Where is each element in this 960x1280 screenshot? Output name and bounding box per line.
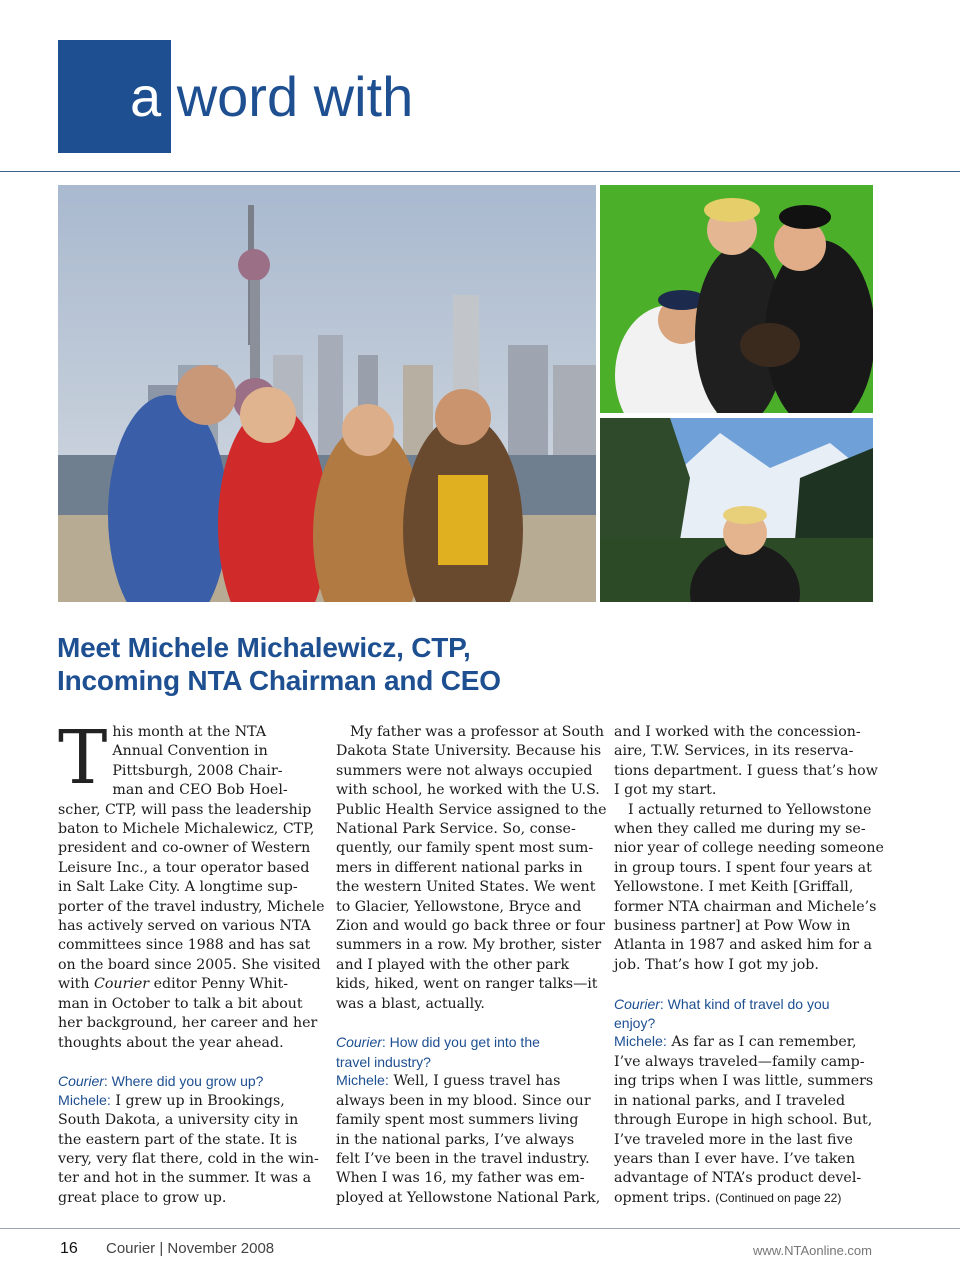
footer-divider bbox=[0, 1228, 960, 1229]
drop-cap: T bbox=[58, 715, 108, 801]
question-3-cont: enjoy? bbox=[614, 1015, 656, 1032]
body-line: baton to Michele Michalewicz, CTP, bbox=[58, 821, 315, 838]
body-line: Atlanta in 1987 and asked him for a bbox=[614, 937, 872, 954]
body-line: National Park Service. So, conse- bbox=[336, 821, 576, 838]
intro-line: his month at the NTA bbox=[112, 724, 267, 740]
body-line: was a blast, actually. bbox=[336, 995, 485, 1012]
article-column-2 bbox=[336, 723, 607, 1208]
paragraph-gap bbox=[58, 1053, 314, 1072]
answer-line: always been in my blood. Since our bbox=[336, 1092, 591, 1109]
body-line: when they called me during my se- bbox=[614, 821, 866, 838]
speaker-label: Michele: bbox=[336, 1073, 389, 1090]
body-line: in Salt Lake City. A longtime sup- bbox=[58, 879, 298, 896]
body-line: summers were not always occupied bbox=[336, 762, 593, 779]
body-line: Public Health Service assigned to the bbox=[336, 801, 607, 818]
answer-text: Well, I guess travel has bbox=[388, 1073, 561, 1090]
body-line: has actively served on various NTA bbox=[58, 918, 311, 935]
speaker-label: Michele: bbox=[58, 1092, 111, 1109]
question-3 bbox=[614, 995, 874, 1014]
answer-line-last bbox=[614, 1189, 874, 1208]
body-line: mers in different national parks in bbox=[336, 859, 583, 876]
body-line: her background, her career and her bbox=[58, 1015, 318, 1032]
magazine-issue: Courier | November 2008 bbox=[106, 1240, 275, 1257]
answer-line: When I was 16, my father was em- bbox=[336, 1170, 585, 1187]
answer-line: through Europe in high school. But, bbox=[614, 1112, 873, 1129]
speaker-label: Michele: bbox=[614, 1034, 667, 1051]
paragraph-gap bbox=[614, 975, 874, 994]
body-line: scher, CTP, will pass the leadership bbox=[58, 801, 312, 818]
courier-name: Courier bbox=[94, 976, 150, 993]
body-line: Yellowstone. I met Keith [Griffall, bbox=[614, 879, 854, 896]
answer-line: I’ve traveled more in the last five bbox=[614, 1131, 853, 1148]
body-line: thoughts about the year ahead. bbox=[58, 1034, 284, 1051]
body-line: tions department. I guess that’s how bbox=[614, 762, 878, 779]
answer-line: family spent most summers living bbox=[336, 1112, 579, 1129]
question-2-cont: travel industry? bbox=[336, 1053, 431, 1070]
body-line: president and co-owner of Western bbox=[58, 840, 311, 857]
body-line: summers in a row. My brother, sister bbox=[336, 937, 602, 954]
body-line: I got my start. bbox=[614, 782, 717, 799]
intro-line: Annual Convention in bbox=[112, 743, 268, 760]
answer-2-line bbox=[336, 1072, 596, 1091]
body-line: in group tours. I spent four years at bbox=[614, 859, 872, 876]
body-line: My father was a professor at South bbox=[350, 724, 605, 740]
answer-line: ing trips when I was little, summers bbox=[614, 1073, 874, 1090]
header-divider bbox=[0, 171, 960, 172]
question-text: : Where did you grow up? bbox=[103, 1073, 264, 1090]
body-line: and I played with the other park bbox=[336, 956, 570, 973]
answer-line: ter and hot in the summer. It was a bbox=[58, 1170, 312, 1187]
answer-text: I grew up in Brookings, bbox=[110, 1092, 285, 1109]
body-line: job. That’s how I got my job. bbox=[614, 956, 819, 973]
body-text: editor Penny Whit- bbox=[149, 976, 288, 993]
answer-text: As far as I can remember, bbox=[666, 1034, 857, 1051]
paragraph-gap bbox=[336, 1014, 596, 1033]
answer-line: ployed at Yellowstone National Park, bbox=[336, 1189, 601, 1206]
answer-line: felt I’ve been in the travel industry. bbox=[336, 1150, 590, 1167]
intro-line: Pittsburgh, 2008 Chair- bbox=[112, 762, 283, 779]
body-line: the western United States. We went bbox=[336, 879, 596, 896]
intro-line: man and CEO Bob Hoel- bbox=[112, 782, 288, 799]
section-title bbox=[130, 64, 413, 130]
answer-line: years than I ever have. I’ve taken bbox=[614, 1150, 855, 1167]
body-line: committees since 1988 and has sat bbox=[58, 937, 311, 954]
body-line: Leisure Inc., a tour operator based bbox=[58, 859, 310, 876]
headline-line-2: Incoming NTA Chairman and CEO bbox=[57, 665, 501, 696]
main-group-photo bbox=[58, 185, 596, 602]
page-number: 16 bbox=[60, 1240, 78, 1257]
body-line: former NTA chairman and Michele’s bbox=[614, 898, 877, 915]
answer-line: in the national parks, I’ve always bbox=[336, 1131, 575, 1148]
body-line: kids, hiked, went on ranger talks—it bbox=[336, 976, 598, 993]
article-column-3 bbox=[614, 723, 884, 1208]
body-line: Dakota State University. Because his bbox=[336, 743, 602, 760]
baseball-caps-photo bbox=[600, 185, 873, 413]
mountain-portrait-photo bbox=[600, 418, 873, 602]
question-2 bbox=[336, 1033, 596, 1052]
answer-line: in national parks, and I traveled bbox=[614, 1092, 846, 1109]
question-text: : How did you get into the bbox=[381, 1034, 540, 1051]
answer-3-line bbox=[614, 1033, 874, 1052]
question-1 bbox=[58, 1072, 314, 1091]
body-line: on the board since 2005. She visited bbox=[58, 956, 321, 973]
question-courier: Courier bbox=[614, 995, 660, 1012]
body-line bbox=[58, 975, 314, 994]
body-line: porter of the travel industry, Michele bbox=[58, 898, 325, 915]
body-line: to Glacier, Yellowstone, Bryce and bbox=[336, 898, 582, 915]
body-line: quently, our family spent most sum- bbox=[336, 840, 594, 857]
body-line: I actually returned to Yellowstone bbox=[628, 801, 872, 818]
question-text: : What kind of travel do you bbox=[659, 995, 830, 1012]
body-line: man in October to talk a bit about bbox=[58, 995, 303, 1012]
section-title-a: a bbox=[130, 65, 162, 128]
body-line: business partner] at Pow Wow in bbox=[614, 918, 851, 935]
answer-line: great place to grow up. bbox=[58, 1189, 227, 1206]
continued-note: (Continued on page 22) bbox=[715, 1190, 842, 1205]
question-courier: Courier bbox=[58, 1073, 104, 1090]
body-text: with bbox=[58, 976, 95, 993]
answer-line: the eastern part of the state. It is bbox=[58, 1131, 298, 1148]
answer-line: advantage of NTA’s product devel- bbox=[614, 1170, 862, 1187]
body-line: Zion and would go back three or four bbox=[336, 918, 605, 935]
answer-text: opment trips. bbox=[614, 1189, 716, 1206]
article-column-1 bbox=[58, 715, 325, 1208]
body-line: aire, T.W. Services, in its reserva- bbox=[614, 743, 854, 760]
website-url: www.NTAonline.com bbox=[753, 1243, 872, 1258]
question-courier: Courier bbox=[336, 1034, 382, 1051]
section-title-rest: word with bbox=[161, 65, 414, 128]
answer-line: I’ve always traveled—family camp- bbox=[614, 1053, 865, 1070]
body-line: with school, he worked with the U.S. bbox=[336, 782, 600, 799]
answer-line: very, very flat there, cold in the win- bbox=[58, 1150, 319, 1167]
body-line: and I worked with the concession- bbox=[614, 724, 861, 740]
body-line: nior year of college needing someone bbox=[614, 840, 884, 857]
answer-1-line bbox=[58, 1092, 314, 1111]
article-headline bbox=[57, 631, 657, 697]
answer-line: South Dakota, a university city in bbox=[58, 1112, 299, 1129]
headline-line-1: Meet Michele Michalewicz, CTP, bbox=[57, 632, 471, 663]
